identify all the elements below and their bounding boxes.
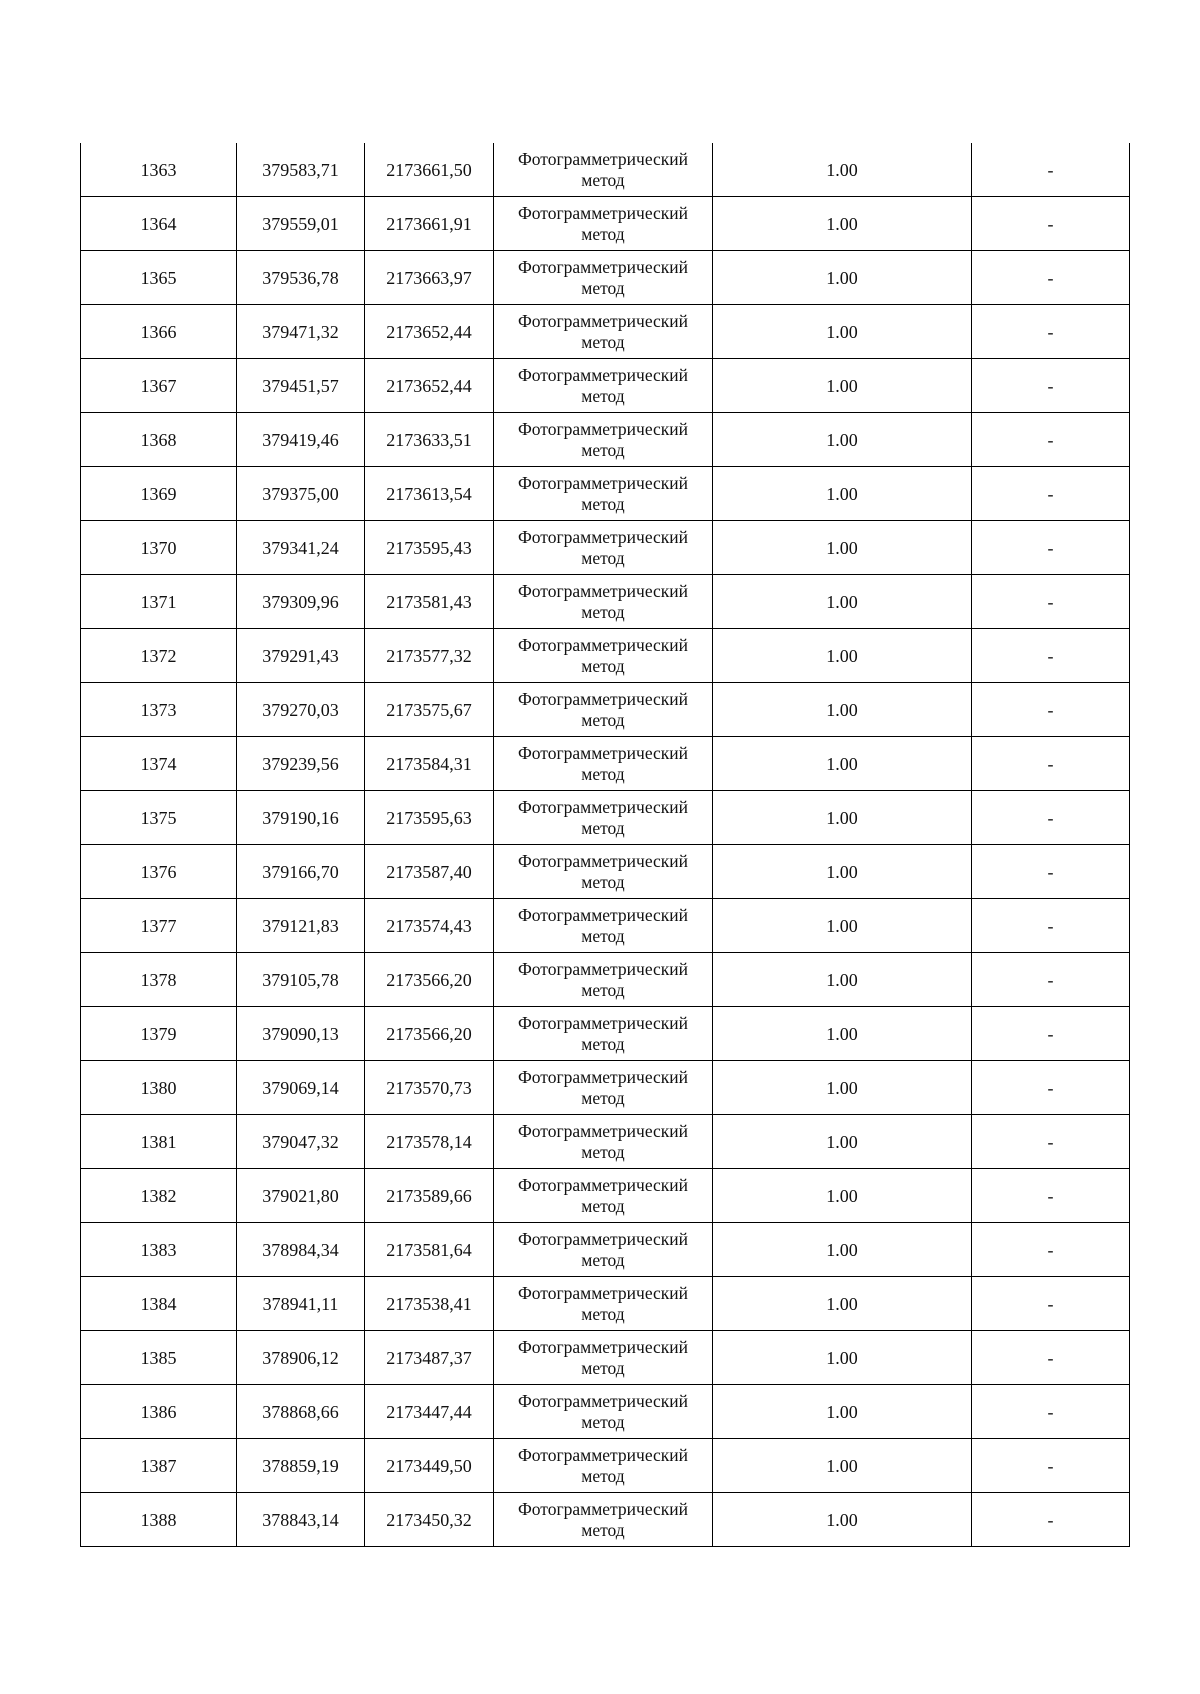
description-cell: - <box>972 413 1130 467</box>
accuracy-cell: 1.00 <box>713 1223 972 1277</box>
method-cell <box>494 197 713 251</box>
x-coordinate-cell: 379291,43 <box>237 629 365 683</box>
method-line-1: Фотограмметрический <box>517 797 689 817</box>
y-coordinate-cell: 2173633,51 <box>365 413 494 467</box>
accuracy-cell: 1.00 <box>713 521 972 575</box>
method-line-1: Фотограмметрический <box>517 1445 689 1465</box>
y-coordinate-cell: 2173447,44 <box>365 1385 494 1439</box>
table-row <box>81 251 1130 305</box>
x-coordinate-cell: 379047,32 <box>237 1115 365 1169</box>
method-line-2: метод <box>581 1088 625 1108</box>
method-cell <box>494 1007 713 1061</box>
description-cell: - <box>972 1277 1130 1331</box>
point-number-cell: 1388 <box>81 1493 237 1547</box>
y-coordinate-cell: 2173595,43 <box>365 521 494 575</box>
x-coordinate-cell: 379190,16 <box>237 791 365 845</box>
x-coordinate-cell: 379536,78 <box>237 251 365 305</box>
table-row <box>81 359 1130 413</box>
method-line-2: метод <box>581 332 625 352</box>
table-row <box>81 1007 1130 1061</box>
table-row <box>81 197 1130 251</box>
method-line-2: метод <box>581 1196 625 1216</box>
method-line-2: метод <box>581 1142 625 1162</box>
description-cell: - <box>972 359 1130 413</box>
table-row <box>81 791 1130 845</box>
point-number-cell: 1386 <box>81 1385 237 1439</box>
y-coordinate-cell: 2173450,32 <box>365 1493 494 1547</box>
method-cell <box>494 1061 713 1115</box>
y-coordinate-cell: 2173575,67 <box>365 683 494 737</box>
point-number-cell: 1384 <box>81 1277 237 1331</box>
method-cell <box>494 467 713 521</box>
method-line-1: Фотограмметрический <box>517 851 689 871</box>
point-number-cell: 1376 <box>81 845 237 899</box>
method-cell <box>494 1493 713 1547</box>
x-coordinate-cell: 378859,19 <box>237 1439 365 1493</box>
accuracy-cell: 1.00 <box>713 737 972 791</box>
method-cell <box>494 1115 713 1169</box>
description-cell: - <box>972 521 1130 575</box>
point-number-cell: 1366 <box>81 305 237 359</box>
y-coordinate-cell: 2173661,50 <box>365 143 494 197</box>
accuracy-cell: 1.00 <box>713 575 972 629</box>
method-cell <box>494 359 713 413</box>
method-line-2: метод <box>581 1412 625 1432</box>
y-coordinate-cell: 2173487,37 <box>365 1331 494 1385</box>
table-row <box>81 1439 1130 1493</box>
method-cell <box>494 1439 713 1493</box>
coordinates-table <box>80 143 1130 1547</box>
method-cell <box>494 953 713 1007</box>
x-coordinate-cell: 379451,57 <box>237 359 365 413</box>
point-number-cell: 1383 <box>81 1223 237 1277</box>
method-line-1: Фотограмметрический <box>517 1121 689 1141</box>
method-cell <box>494 899 713 953</box>
y-coordinate-cell: 2173581,64 <box>365 1223 494 1277</box>
y-coordinate-cell: 2173652,44 <box>365 305 494 359</box>
description-cell: - <box>972 845 1130 899</box>
method-line-2: метод <box>581 440 625 460</box>
method-line-2: метод <box>581 386 625 406</box>
method-line-1: Фотограмметрический <box>517 905 689 925</box>
y-coordinate-cell: 2173566,20 <box>365 953 494 1007</box>
method-line-2: метод <box>581 980 625 1000</box>
method-line-1: Фотограмметрический <box>517 311 689 331</box>
accuracy-cell: 1.00 <box>713 953 972 1007</box>
method-line-2: метод <box>581 224 625 244</box>
method-line-1: Фотограмметрический <box>517 1067 689 1087</box>
table-row <box>81 305 1130 359</box>
accuracy-cell: 1.00 <box>713 683 972 737</box>
method-line-1: Фотограмметрический <box>517 635 689 655</box>
method-line-2: метод <box>581 818 625 838</box>
table-row <box>81 737 1130 791</box>
description-cell: - <box>972 197 1130 251</box>
table-row <box>81 845 1130 899</box>
method-line-1: Фотограмметрический <box>517 959 689 979</box>
description-cell: - <box>972 305 1130 359</box>
x-coordinate-cell: 378843,14 <box>237 1493 365 1547</box>
point-number-cell: 1367 <box>81 359 237 413</box>
y-coordinate-cell: 2173449,50 <box>365 1439 494 1493</box>
point-number-cell: 1381 <box>81 1115 237 1169</box>
method-cell <box>494 575 713 629</box>
y-coordinate-cell: 2173661,91 <box>365 197 494 251</box>
method-line-2: метод <box>581 1304 625 1324</box>
method-line-1: Фотограмметрический <box>517 1283 689 1303</box>
table-row <box>81 1385 1130 1439</box>
y-coordinate-cell: 2173589,66 <box>365 1169 494 1223</box>
accuracy-cell: 1.00 <box>713 845 972 899</box>
x-coordinate-cell: 378984,34 <box>237 1223 365 1277</box>
method-cell <box>494 1277 713 1331</box>
description-cell: - <box>972 791 1130 845</box>
method-line-1: Фотограмметрический <box>517 1499 689 1519</box>
method-line-2: метод <box>581 548 625 568</box>
description-cell: - <box>972 683 1130 737</box>
method-line-1: Фотограмметрический <box>517 1229 689 1249</box>
method-cell <box>494 143 713 197</box>
x-coordinate-cell: 379069,14 <box>237 1061 365 1115</box>
y-coordinate-cell: 2173577,32 <box>365 629 494 683</box>
method-line-2: метод <box>581 1250 625 1270</box>
accuracy-cell: 1.00 <box>713 1493 972 1547</box>
description-cell: - <box>972 1115 1130 1169</box>
method-cell <box>494 305 713 359</box>
method-cell <box>494 413 713 467</box>
description-cell: - <box>972 143 1130 197</box>
x-coordinate-cell: 378941,11 <box>237 1277 365 1331</box>
point-number-cell: 1368 <box>81 413 237 467</box>
description-cell: - <box>972 737 1130 791</box>
y-coordinate-cell: 2173570,73 <box>365 1061 494 1115</box>
method-line-2: метод <box>581 872 625 892</box>
table-row <box>81 467 1130 521</box>
y-coordinate-cell: 2173587,40 <box>365 845 494 899</box>
y-coordinate-cell: 2173581,43 <box>365 575 494 629</box>
accuracy-cell: 1.00 <box>713 143 972 197</box>
x-coordinate-cell: 379166,70 <box>237 845 365 899</box>
description-cell: - <box>972 1061 1130 1115</box>
point-number-cell: 1369 <box>81 467 237 521</box>
description-cell: - <box>972 1439 1130 1493</box>
accuracy-cell: 1.00 <box>713 305 972 359</box>
y-coordinate-cell: 2173566,20 <box>365 1007 494 1061</box>
point-number-cell: 1379 <box>81 1007 237 1061</box>
x-coordinate-cell: 378868,66 <box>237 1385 365 1439</box>
table-row <box>81 629 1130 683</box>
description-cell: - <box>972 1223 1130 1277</box>
table-row <box>81 1169 1130 1223</box>
y-coordinate-cell: 2173613,54 <box>365 467 494 521</box>
method-line-2: метод <box>581 1466 625 1486</box>
method-line-1: Фотограмметрический <box>517 1391 689 1411</box>
description-cell: - <box>972 1169 1130 1223</box>
table-row <box>81 413 1130 467</box>
x-coordinate-cell: 379239,56 <box>237 737 365 791</box>
table-row <box>81 1331 1130 1385</box>
accuracy-cell: 1.00 <box>713 1169 972 1223</box>
y-coordinate-cell: 2173538,41 <box>365 1277 494 1331</box>
accuracy-cell: 1.00 <box>713 1385 972 1439</box>
description-cell: - <box>972 899 1130 953</box>
method-line-1: Фотограмметрический <box>517 419 689 439</box>
description-cell: - <box>972 1331 1130 1385</box>
accuracy-cell: 1.00 <box>713 197 972 251</box>
method-cell <box>494 521 713 575</box>
table-body <box>81 143 1130 1547</box>
method-cell <box>494 629 713 683</box>
description-cell: - <box>972 1493 1130 1547</box>
method-line-1: Фотограмметрический <box>517 473 689 493</box>
point-number-cell: 1372 <box>81 629 237 683</box>
method-line-1: Фотограмметрический <box>517 581 689 601</box>
x-coordinate-cell: 379021,80 <box>237 1169 365 1223</box>
method-line-2: метод <box>581 170 625 190</box>
description-cell: - <box>972 629 1130 683</box>
accuracy-cell: 1.00 <box>713 1331 972 1385</box>
method-line-2: метод <box>581 710 625 730</box>
x-coordinate-cell: 379341,24 <box>237 521 365 575</box>
description-cell: - <box>972 251 1130 305</box>
method-cell <box>494 845 713 899</box>
accuracy-cell: 1.00 <box>713 629 972 683</box>
method-line-1: Фотограмметрический <box>517 149 689 169</box>
point-number-cell: 1371 <box>81 575 237 629</box>
method-cell <box>494 791 713 845</box>
method-line-2: метод <box>581 764 625 784</box>
point-number-cell: 1373 <box>81 683 237 737</box>
point-number-cell: 1378 <box>81 953 237 1007</box>
accuracy-cell: 1.00 <box>713 899 972 953</box>
y-coordinate-cell: 2173652,44 <box>365 359 494 413</box>
x-coordinate-cell: 378906,12 <box>237 1331 365 1385</box>
x-coordinate-cell: 379559,01 <box>237 197 365 251</box>
point-number-cell: 1375 <box>81 791 237 845</box>
accuracy-cell: 1.00 <box>713 1277 972 1331</box>
accuracy-cell: 1.00 <box>713 1439 972 1493</box>
document-page <box>80 143 1130 1547</box>
accuracy-cell: 1.00 <box>713 467 972 521</box>
method-line-1: Фотограмметрический <box>517 689 689 709</box>
description-cell: - <box>972 953 1130 1007</box>
table-row <box>81 683 1130 737</box>
method-line-2: метод <box>581 602 625 622</box>
point-number-cell: 1377 <box>81 899 237 953</box>
accuracy-cell: 1.00 <box>713 1115 972 1169</box>
table-row <box>81 1277 1130 1331</box>
accuracy-cell: 1.00 <box>713 791 972 845</box>
table-row <box>81 899 1130 953</box>
method-line-2: метод <box>581 1358 625 1378</box>
method-cell <box>494 1223 713 1277</box>
table-row <box>81 521 1130 575</box>
y-coordinate-cell: 2173595,63 <box>365 791 494 845</box>
point-number-cell: 1370 <box>81 521 237 575</box>
method-line-1: Фотограмметрический <box>517 365 689 385</box>
point-number-cell: 1374 <box>81 737 237 791</box>
point-number-cell: 1364 <box>81 197 237 251</box>
method-line-2: метод <box>581 494 625 514</box>
x-coordinate-cell: 379105,78 <box>237 953 365 1007</box>
table-row <box>81 1061 1130 1115</box>
x-coordinate-cell: 379270,03 <box>237 683 365 737</box>
x-coordinate-cell: 379375,00 <box>237 467 365 521</box>
table-row <box>81 1223 1130 1277</box>
method-cell <box>494 1385 713 1439</box>
method-cell <box>494 737 713 791</box>
description-cell: - <box>972 467 1130 521</box>
y-coordinate-cell: 2173574,43 <box>365 899 494 953</box>
method-line-1: Фотограмметрический <box>517 257 689 277</box>
method-line-2: метод <box>581 1034 625 1054</box>
method-line-1: Фотограмметрический <box>517 203 689 223</box>
method-cell <box>494 683 713 737</box>
description-cell: - <box>972 575 1130 629</box>
method-line-1: Фотограмметрический <box>517 743 689 763</box>
x-coordinate-cell: 379090,13 <box>237 1007 365 1061</box>
x-coordinate-cell: 379471,32 <box>237 305 365 359</box>
point-number-cell: 1363 <box>81 143 237 197</box>
table-row <box>81 1115 1130 1169</box>
y-coordinate-cell: 2173584,31 <box>365 737 494 791</box>
x-coordinate-cell: 379583,71 <box>237 143 365 197</box>
method-line-1: Фотограмметрический <box>517 1337 689 1357</box>
point-number-cell: 1380 <box>81 1061 237 1115</box>
method-cell <box>494 251 713 305</box>
method-line-1: Фотограмметрический <box>517 1013 689 1033</box>
method-line-2: метод <box>581 278 625 298</box>
method-cell <box>494 1331 713 1385</box>
y-coordinate-cell: 2173663,97 <box>365 251 494 305</box>
x-coordinate-cell: 379419,46 <box>237 413 365 467</box>
method-line-1: Фотограмметрический <box>517 527 689 547</box>
table-row <box>81 143 1130 197</box>
point-number-cell: 1385 <box>81 1331 237 1385</box>
accuracy-cell: 1.00 <box>713 1007 972 1061</box>
y-coordinate-cell: 2173578,14 <box>365 1115 494 1169</box>
x-coordinate-cell: 379309,96 <box>237 575 365 629</box>
accuracy-cell: 1.00 <box>713 413 972 467</box>
point-number-cell: 1387 <box>81 1439 237 1493</box>
description-cell: - <box>972 1007 1130 1061</box>
method-line-2: метод <box>581 1520 625 1540</box>
accuracy-cell: 1.00 <box>713 1061 972 1115</box>
description-cell: - <box>972 1385 1130 1439</box>
table-row <box>81 953 1130 1007</box>
point-number-cell: 1365 <box>81 251 237 305</box>
accuracy-cell: 1.00 <box>713 251 972 305</box>
table-row <box>81 575 1130 629</box>
method-line-1: Фотограмметрический <box>517 1175 689 1195</box>
method-line-2: метод <box>581 926 625 946</box>
method-cell <box>494 1169 713 1223</box>
table-row <box>81 1493 1130 1547</box>
accuracy-cell: 1.00 <box>713 359 972 413</box>
point-number-cell: 1382 <box>81 1169 237 1223</box>
method-line-2: метод <box>581 656 625 676</box>
x-coordinate-cell: 379121,83 <box>237 899 365 953</box>
